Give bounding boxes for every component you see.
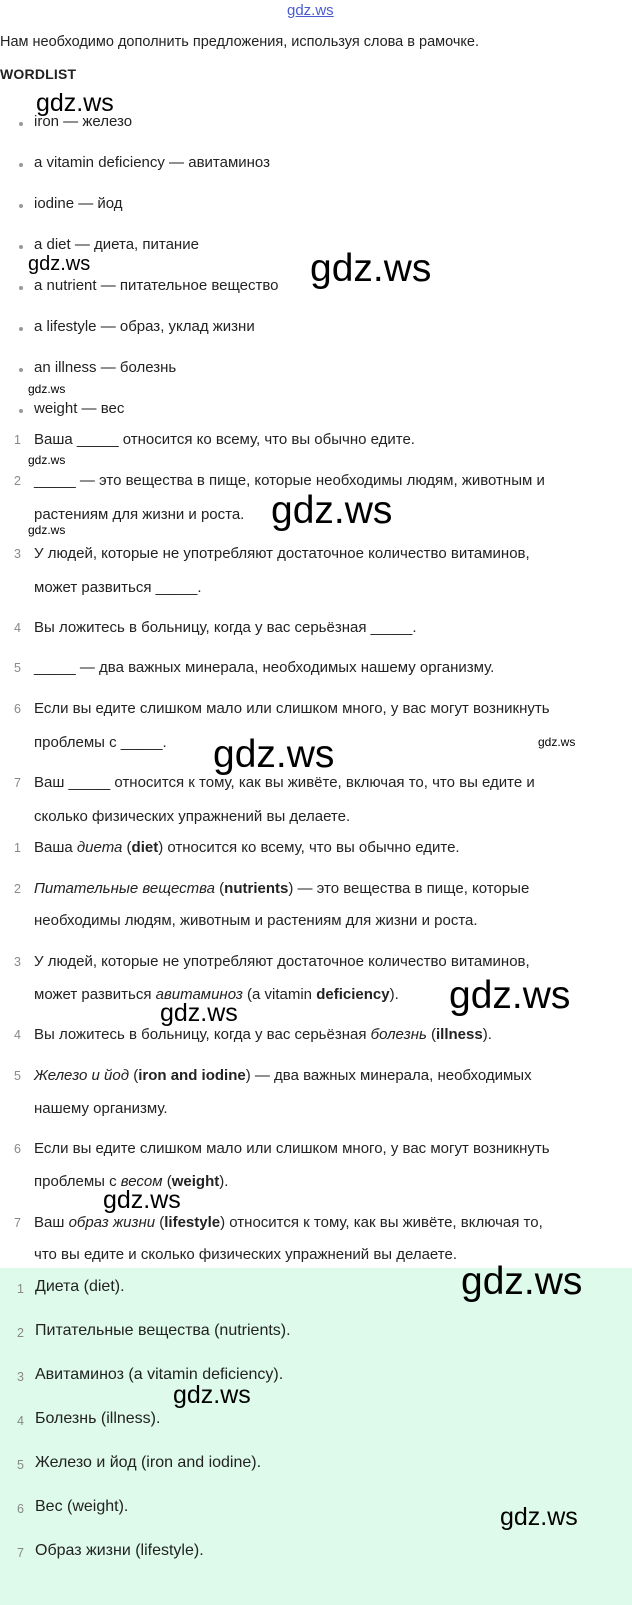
watermark: gdz.ws <box>28 523 66 537</box>
bullet-icon <box>19 368 23 372</box>
watermark: gdz.ws <box>173 1381 251 1409</box>
watermark: gdz.ws <box>461 1260 583 1303</box>
filled-line: что вы едите и сколько физических упражнений вы делаете. <box>34 1246 457 1263</box>
watermark: gdz.ws <box>213 733 335 776</box>
watermark: gdz.ws <box>160 999 238 1027</box>
exercise-line: Если вы едите слишком мало или слишком много, у вас могут возникнуть <box>34 700 550 717</box>
answer-item: Образ жизни (lifestyle). <box>35 1542 204 1559</box>
item-number: 1 <box>14 841 21 855</box>
bullet-icon <box>19 245 23 249</box>
bullet-icon <box>19 286 23 290</box>
site-logo-link[interactable]: gdz.ws <box>287 2 334 19</box>
item-number: 7 <box>17 1546 24 1560</box>
filled-line: Ваша диета (diet) относится ко всему, что вы обычно едите. <box>34 839 460 856</box>
filled-line: необходимы людям, животным и растениям для жизни и роста. <box>34 912 478 929</box>
watermark: gdz.ws <box>538 735 576 749</box>
filled-line: Железо и йод (iron and iodine) — два важных минерала, необходимых <box>34 1067 532 1084</box>
bullet-icon <box>19 409 23 413</box>
exercise-line: сколько физических упражнений вы делаете. <box>34 808 351 825</box>
wordlist-item: iodine — йод <box>34 195 123 212</box>
watermark: gdz.ws <box>449 974 571 1017</box>
watermark: gdz.ws <box>271 489 393 532</box>
wordlist-item: iron — железо <box>34 113 133 130</box>
exercise-line: растениям для жизни и роста. <box>34 506 245 523</box>
watermark: gdz.ws <box>28 253 91 275</box>
bullet-icon <box>19 122 23 126</box>
item-number: 3 <box>17 1370 24 1384</box>
wordlist-item: a diet — диета, питание <box>34 236 199 253</box>
watermark: gdz.ws <box>500 1503 578 1531</box>
item-number: 2 <box>14 882 21 896</box>
answer-item: Диета (diet). <box>35 1278 125 1295</box>
filled-line: Вы ложитесь в больницу, когда у вас серьёзная болезнь (illness). <box>34 1026 492 1043</box>
item-number: 6 <box>14 1142 21 1156</box>
item-number: 1 <box>17 1282 24 1296</box>
item-number: 2 <box>14 474 21 488</box>
answer-item: Питательные вещества (nutrients). <box>35 1322 291 1339</box>
exercise-line: _____ — это вещества в пище, которые необходимы людям, животным и <box>34 472 545 489</box>
item-number: 4 <box>17 1414 24 1428</box>
item-number: 5 <box>17 1458 24 1472</box>
watermark: gdz.ws <box>36 89 114 117</box>
bullet-icon <box>19 327 23 331</box>
item-number: 3 <box>14 547 21 561</box>
watermark: gdz.ws <box>28 453 66 467</box>
filled-line: Если вы едите слишком мало или слишком много, у вас могут возникнуть <box>34 1140 550 1157</box>
wordlist-item: a lifestyle — образ, уклад жизни <box>34 318 255 335</box>
watermark: gdz.ws <box>310 247 432 290</box>
bullet-icon <box>19 163 23 167</box>
exercise-line: может развиться _____. <box>34 579 202 596</box>
item-number: 1 <box>14 433 21 447</box>
watermark: gdz.ws <box>28 382 66 396</box>
item-number: 6 <box>14 702 21 716</box>
item-number: 4 <box>14 1028 21 1042</box>
exercise-line: _____ — два важных минерала, необходимых нашему организму. <box>34 659 495 676</box>
answer-item: Болезнь (illness). <box>35 1410 161 1427</box>
answers-panel <box>0 1268 632 1605</box>
exercise-line: У людей, которые не употребляют достаточное количество витаминов, <box>34 545 530 562</box>
answer-item: Железо и йод (iron and iodine). <box>35 1454 262 1471</box>
exercise-line: проблемы с _____. <box>34 734 167 751</box>
wordlist-item: a nutrient — питательное вещество <box>34 277 279 294</box>
item-number: 3 <box>14 955 21 969</box>
exercise-line: Ваш _____ относится к тому, как вы живёте, включая то, что вы едите и <box>34 774 535 791</box>
task-instruction: Нам необходимо дополнить предложения, используя слова в рамочке. <box>0 34 480 50</box>
answer-item: Авитаминоз (a vitamin deficiency). <box>35 1366 284 1383</box>
item-number: 5 <box>14 1069 21 1083</box>
wordlist-item: a vitamin deficiency — авитаминоз <box>34 154 270 171</box>
exercise-line: Ваша _____ относится ко всему, что вы обычно едите. <box>34 431 415 448</box>
item-number: 2 <box>17 1326 24 1340</box>
wordlist-item: weight — вес <box>34 400 125 417</box>
item-number: 4 <box>14 621 21 635</box>
filled-line: может развиться авитаминоз (a vitamin deficiency). <box>34 986 399 1003</box>
wordlist-heading: WORDLIST <box>0 66 77 82</box>
item-number: 7 <box>14 1216 21 1230</box>
filled-line: Питательные вещества (nutrients) — это вещества в пище, которые <box>34 880 530 897</box>
item-number: 5 <box>14 661 21 675</box>
item-number: 7 <box>14 776 21 790</box>
filled-line: Ваш образ жизни (lifestyle) относится к тому, как вы живёте, включая то, <box>34 1214 543 1231</box>
item-number: 6 <box>17 1502 24 1516</box>
wordlist-item: an illness — болезнь <box>34 359 177 376</box>
watermark: gdz.ws <box>103 1186 181 1214</box>
exercise-line: Вы ложитесь в больницу, когда у вас серьёзная _____. <box>34 619 417 636</box>
answer-item: Вес (weight). <box>35 1498 129 1515</box>
filled-line: У людей, которые не употребляют достаточное количество витаминов, <box>34 953 530 970</box>
filled-line: проблемы с весом (weight). <box>34 1173 229 1190</box>
bullet-icon <box>19 204 23 208</box>
filled-line: нашему организму. <box>34 1100 168 1117</box>
